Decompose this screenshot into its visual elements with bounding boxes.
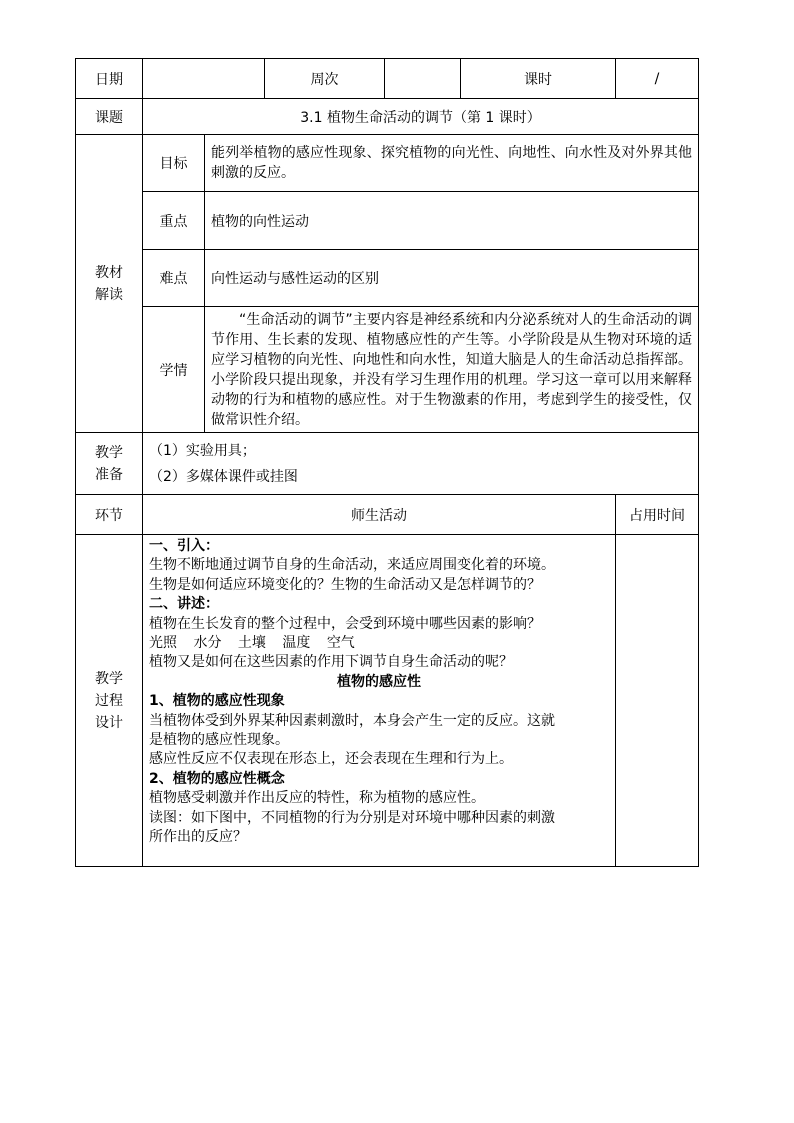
- key-row: [76, 192, 699, 250]
- goal-text: 能列举植物的感应性现象、探究植物的向光性、向地性、向水性及对外界其他刺激的反应。: [205, 135, 699, 192]
- sub2-line: 植物感受刺激并作出反应的特性，称为植物的感应性。: [149, 790, 485, 807]
- sub2-line: 所作出的反应？: [149, 829, 247, 846]
- intro-line: 生物不断地通过调节自身的生命活动，来适应周围变化着的环境。: [149, 557, 555, 574]
- time-cell: [616, 535, 699, 867]
- intro-line: 生物是如何适应环境变化的？生物的生命活动又是怎样调节的？: [149, 576, 541, 593]
- process-label-text: 教学过程设计: [94, 670, 123, 731]
- situation-text: “生命活动的调节”主要内容是神经系统和内分泌系统对人的生命活动的调节作用、生长素的发现、植物感应性的产生等。小学阶段是从生物对环境的适应学习植物的向光性、向地性和向水性，知道大脑是人的生命活动总指挥部。小学阶段只提出现象，并没有学习生理作用的机理。学习这一章可以用来解释动物的行为和植物的感应性。对于生物激素的作用，考虑到学生的接受性，仅做常识性介绍。: [205, 307, 699, 433]
- factor-list: [149, 634, 609, 653]
- preparation-item: （2）多媒体课件或挂图: [149, 468, 298, 485]
- sub1-line: 是植物的感应性现象。: [149, 732, 289, 749]
- goal-row: [76, 135, 699, 192]
- sub2-heading: 2、植物的感应性概念: [149, 770, 285, 787]
- process-row: [76, 535, 699, 867]
- topic-row: [76, 99, 699, 135]
- preparation-items: [143, 433, 699, 495]
- difficulty-label: 难点: [143, 250, 205, 307]
- date-value: [143, 59, 265, 99]
- analysis-label: [76, 135, 143, 433]
- situation-row: [76, 307, 699, 433]
- lesson-plan-table: [75, 58, 699, 867]
- goal-label: 目标: [143, 135, 205, 192]
- preparation-row: [76, 433, 699, 495]
- date-label: 日期: [76, 59, 143, 99]
- topic-label: 课题: [76, 99, 143, 135]
- header-row: [76, 59, 699, 99]
- factor-item: 温度: [282, 635, 311, 652]
- factor-item: 空气: [326, 635, 355, 652]
- factor-item: 水分: [193, 635, 222, 652]
- process-content: [143, 535, 616, 867]
- difficulty-text: 向性运动与感性运动的区别: [205, 250, 699, 307]
- sub1-line: 感应性反应不仅表现在形态上，还会表现在生理和行为上。: [149, 751, 513, 768]
- process-label: [76, 535, 143, 867]
- lecture-line: 植物又是如何在这些因素的作用下调节自身生命活动的呢？: [149, 654, 513, 671]
- time-label: 占用时间: [616, 495, 699, 535]
- intro-heading: 一、引入：: [149, 538, 219, 554]
- period-value: /: [616, 59, 699, 99]
- key-label: 重点: [143, 192, 205, 250]
- lecture-heading: 二、讲述：: [149, 596, 219, 613]
- difficulty-row: [76, 250, 699, 307]
- sub2-line: 读图：如下图中，不同植物的行为分别是对环境中哪种因素的刺激: [149, 809, 555, 826]
- sub1-heading: 1、植物的感应性现象: [149, 693, 285, 710]
- period-label: 课时: [461, 59, 616, 99]
- topic-value: 3.1 植物生命活动的调节（第 1 课时）: [143, 99, 699, 135]
- key-text: 植物的向性运动: [205, 192, 699, 250]
- preparation-label: [76, 433, 143, 495]
- week-label: 周次: [265, 59, 385, 99]
- situation-label: 学情: [143, 307, 205, 433]
- process-header-row: [76, 495, 699, 535]
- lecture-line: 植物在生长发育的整个过程中，会受到环境中哪些因素的影响？: [149, 615, 541, 632]
- factor-item: 光照: [149, 635, 177, 652]
- preparation-item: （1）实验用具；: [149, 442, 256, 459]
- section-title: 植物的感应性: [337, 673, 421, 690]
- preparation-label-text: 教学准备: [94, 444, 123, 483]
- stage-label: 环节: [76, 495, 143, 535]
- activity-label: 师生活动: [143, 495, 616, 535]
- analysis-label-text: 教材解读: [94, 264, 123, 303]
- week-value: [385, 59, 461, 99]
- factor-item: 土壤: [237, 635, 266, 652]
- sub1-line: 当植物体受到外界某种因素刺激时，本身会产生一定的反应。这就: [149, 712, 555, 729]
